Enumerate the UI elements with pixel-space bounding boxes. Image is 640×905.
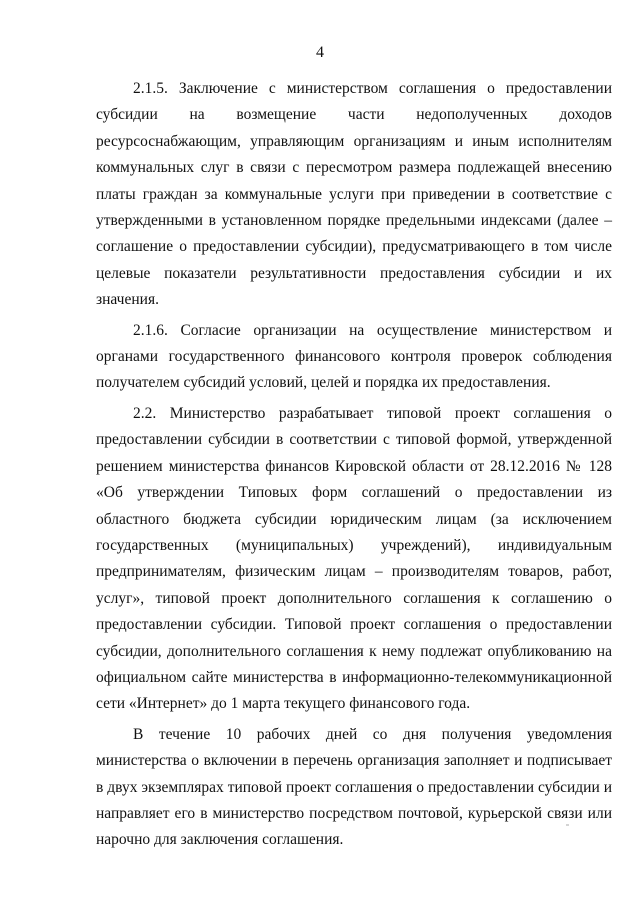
paragraph-2-2: 2.2. Министерство разрабатывает типовой проект соглашения о предоставлении субсидии в соответствии с типовой формой, утвержденной решением министерства финансов Кировской области от 28.12.2016 № 128 «Об утверждении Типовых форм соглашений о предоставлении из областного бюджета субсидии юридическим лицам (за исключением государственных (муниципальных) учреждений), индивидуальным предпринимателям, физическим лицам – производителям товаров, работ, услуг», типовой проект дополнительного соглашения к соглашению о предоставлении субсидии. Типовой проект соглашения о предоставлении субсидии, дополнительного соглашения к нему подлежат опубликованию на официальном сайте министерства в информационно-телекоммуникационной сети «Интернет» до 1 марта текущего финансового года. — [96, 404, 612, 713]
document-body — [96, 76, 612, 858]
paragraph-agreement-deadline: В течение 10 рабочих дней со дня получения уведомления министерства о включении в перечень организация заполняет и подписывает в двух экземплярах типовой проект соглашения о предоставлении субсидии и направляет его в министерство посредством почтовой, курьерской связи или нарочно для заключения соглашения. — [96, 725, 612, 849]
paragraph-2-1-5: 2.1.5. Заключение с министерством соглашения о предоставлении субсидии на возмещение части недополученных доходов ресурсоснабжающим, управляющим организациям и иным исполнителям коммунальных слуг в связи с пересмотром размера подлежащей внесению платы граждан за коммунальные услуги при приведении в соответствие с утвержденными в установленном порядке предельными индексами (далее – соглашение о предоставлении субсидии), предусматривающего в том числе целевые показатели результативности предоставления субсидии и их значения. — [96, 80, 612, 309]
paragraph-2-1-6: 2.1.6. Согласие организации на осуществление министерством и органами государственного финансового контроля проверок соблюдения получателем субсидий условий, целей и порядка их предоставления. — [96, 321, 612, 392]
page-number: 4 — [316, 44, 324, 61]
scan-artifact-mark — [566, 824, 569, 826]
